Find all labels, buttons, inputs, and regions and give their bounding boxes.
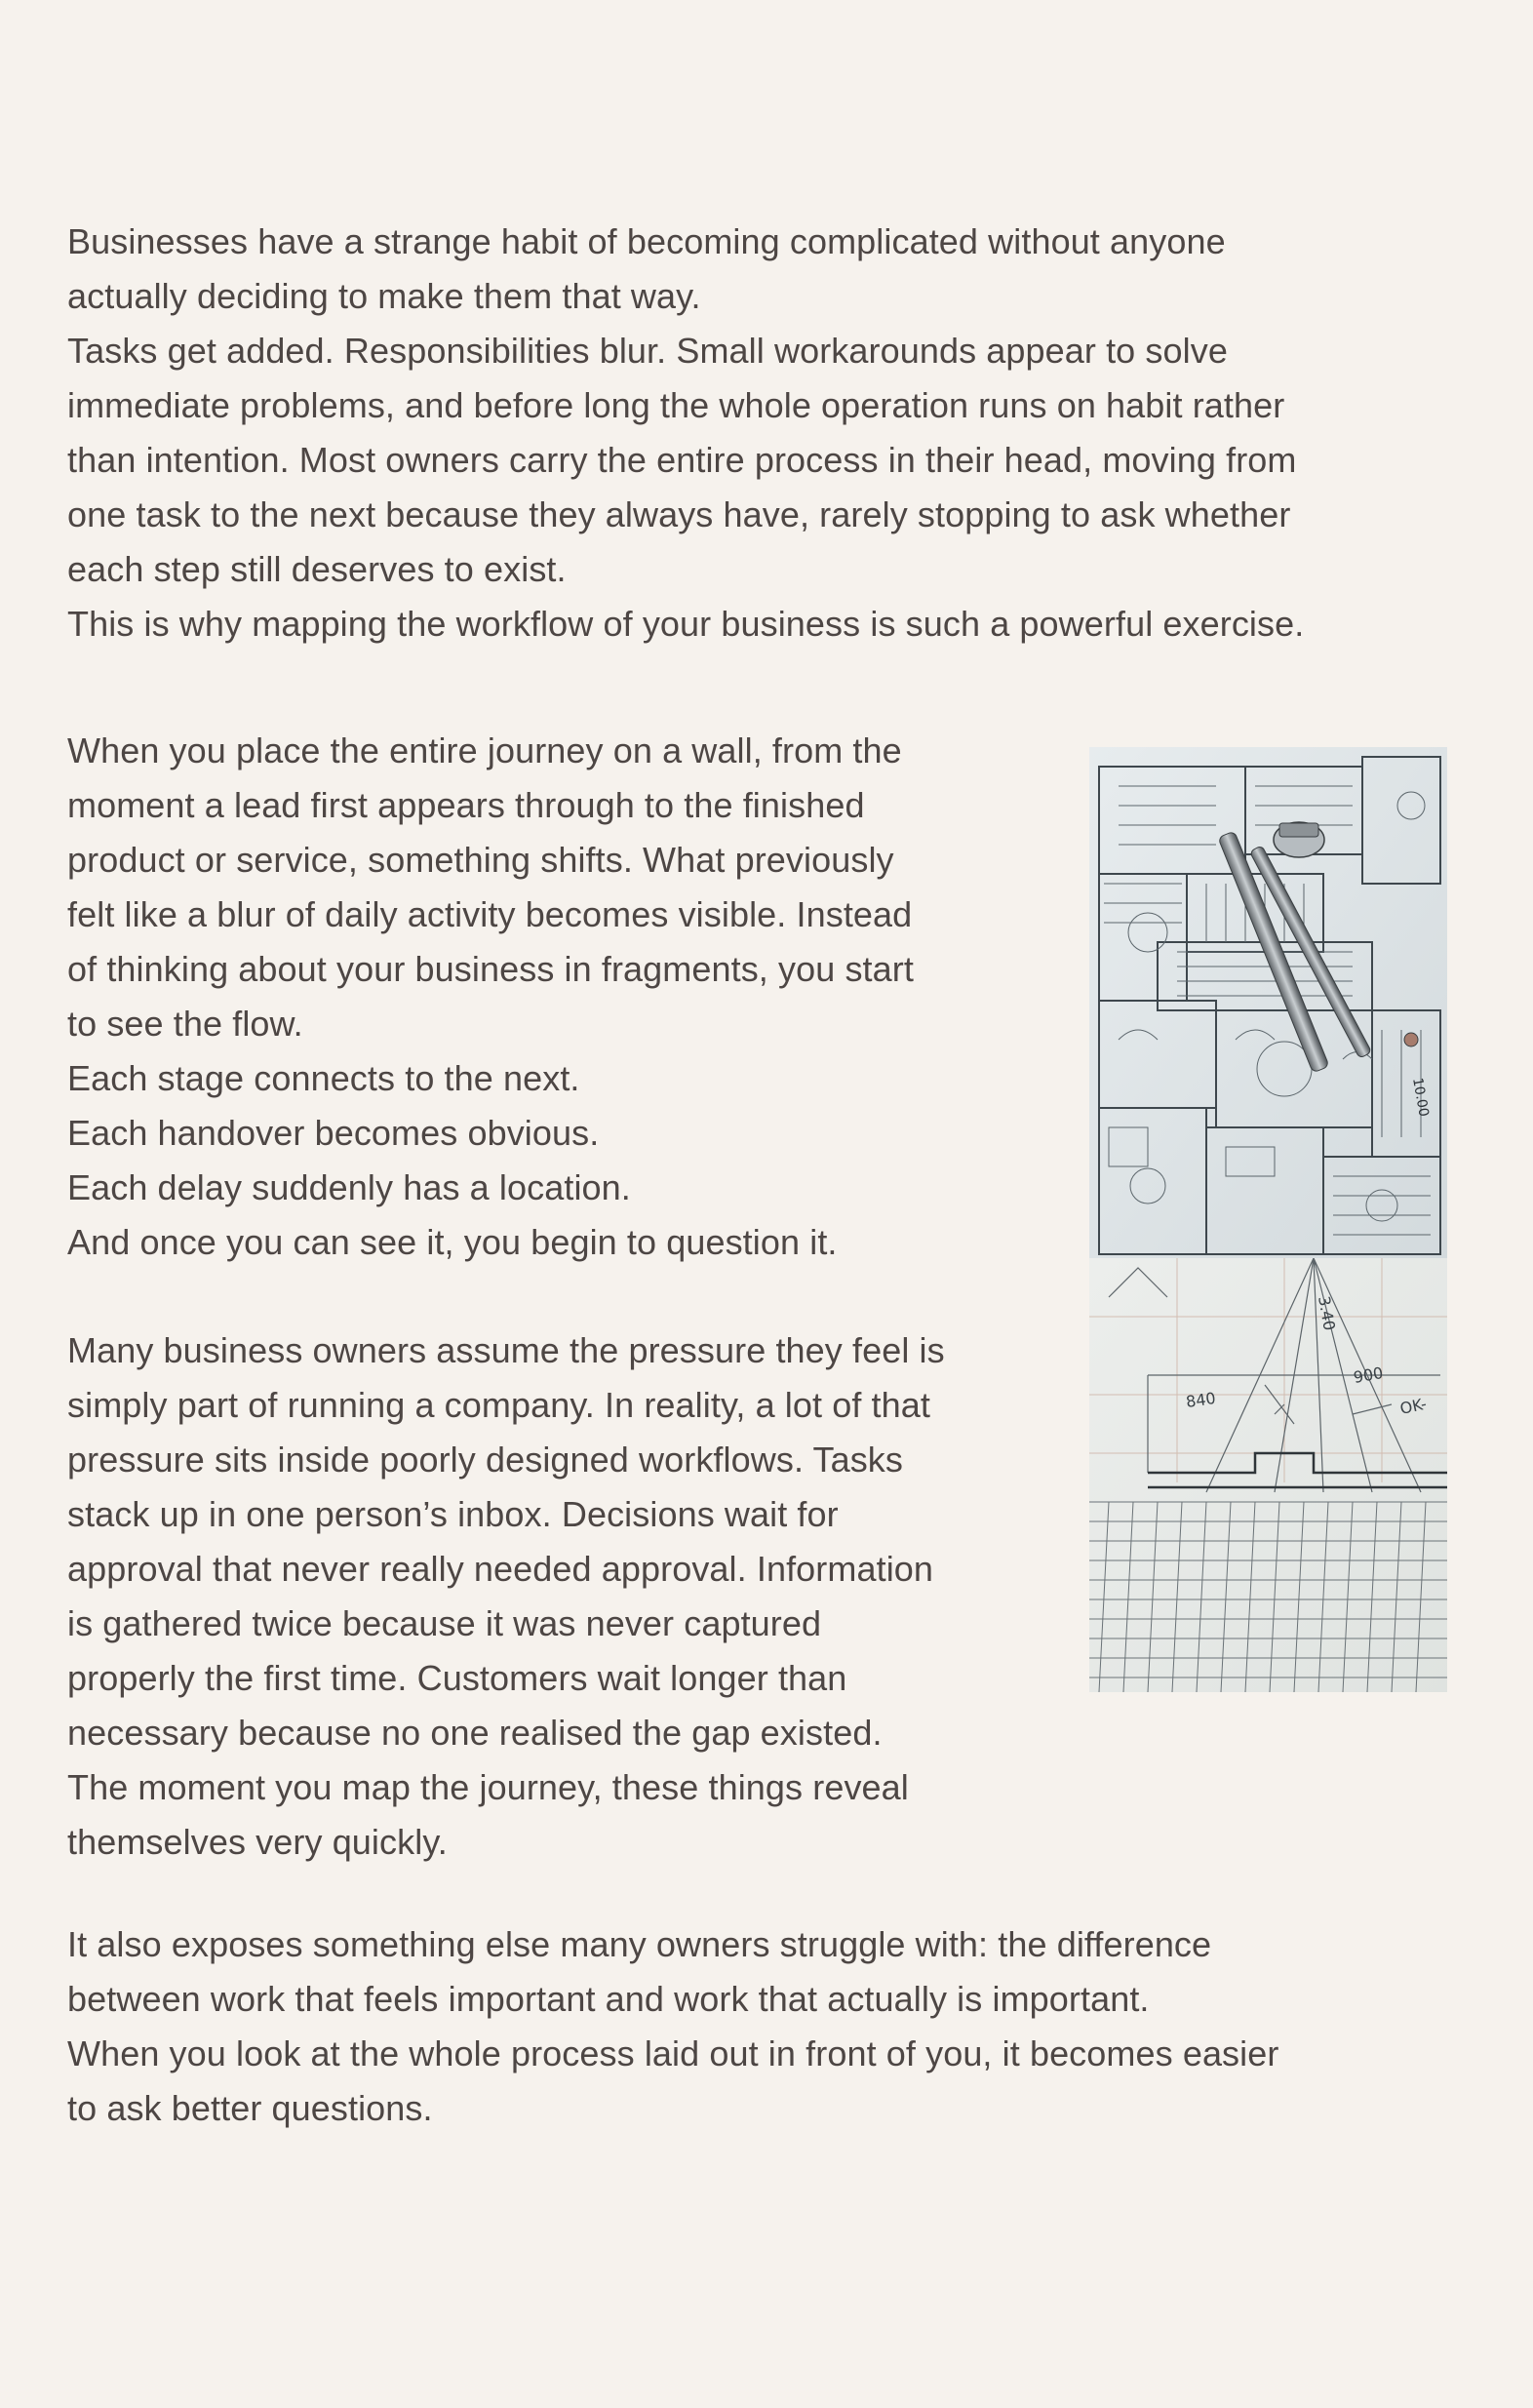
text-line: Businesses have a strange habit of becoming complicated without anyone [67, 221, 1226, 261]
text-line: It also exposes something else many owners struggle with: the difference [67, 1924, 1212, 1964]
text-line: The moment you map the journey, these things reveal [67, 1767, 909, 1807]
text-line: necessary because no one realised the gap existed. [67, 1713, 883, 1753]
text-line: themselves very quickly. [67, 1822, 448, 1862]
text-line: than intention. Most owners carry the entire process in their head, moving from [67, 440, 1297, 480]
text-line: pressure sits inside poorly designed workflows. Tasks [67, 1440, 904, 1480]
dimension-label: 10.00 [1409, 1076, 1432, 1119]
text-line: simply part of running a company. In reality, a lot of that [67, 1385, 930, 1425]
dimension-drawing [1089, 1258, 1447, 1692]
text-line: moment a lead first appears through to the finished [67, 785, 865, 825]
text-line: of thinking about your business in fragments, you start [67, 949, 914, 989]
dimension-label: 900 [1352, 1362, 1385, 1387]
text-line: This is why mapping the workflow of your business is such a powerful exercise. [67, 604, 1305, 644]
text-line: one task to the next because they always have, rarely stopping to ask whether [67, 494, 1291, 534]
text-line: When you place the entire journey on a wall, from the [67, 730, 902, 770]
text-line: felt like a blur of daily activity becomes visible. Instead [67, 894, 913, 934]
text-line: Each handover becomes obvious. [67, 1113, 600, 1153]
text-line: stack up in one person’s inbox. Decisions wait for [67, 1494, 839, 1534]
text-line: approval that never really needed approval. Information [67, 1549, 934, 1589]
text-line: properly the first time. Customers wait longer than [67, 1658, 847, 1698]
text-line: Each delay suddenly has a location. [67, 1167, 631, 1207]
text-line: And once you can see it, you begin to question it. [67, 1222, 838, 1262]
text-line: each step still deserves to exist. [67, 549, 567, 589]
floor-plan-image [1089, 747, 1447, 1258]
text-line: actually deciding to make them that way. [67, 276, 701, 316]
dimension-label: 3.40 [1315, 1294, 1339, 1332]
text-line: product or service, something shifts. What previously [67, 840, 894, 880]
text-line: Tasks get added. Responsibilities blur. Small workarounds appear to solve [67, 331, 1228, 371]
text-line: When you look at the whole process laid out in front of you, it becomes easier [67, 2033, 1279, 2073]
floor-plan-drawing [1089, 747, 1447, 1258]
text-line: Each stage connects to the next. [67, 1058, 580, 1098]
text-line: immediate problems, and before long the whole operation runs on habit rather [67, 385, 1285, 425]
text-line: is gathered twice because it was never captured [67, 1603, 822, 1643]
text-line: Many business owners assume the pressure they feel is [67, 1330, 945, 1370]
text-line: to see the flow. [67, 1004, 303, 1044]
text-line: to ask better questions. [67, 2088, 433, 2128]
dimension-drawing-image [1089, 1258, 1447, 1692]
dimension-label: OK- [1397, 1394, 1429, 1418]
dimension-label: 840 [1184, 1388, 1217, 1411]
text-line: between work that feels important and work that actually is important. [67, 1979, 1150, 2019]
